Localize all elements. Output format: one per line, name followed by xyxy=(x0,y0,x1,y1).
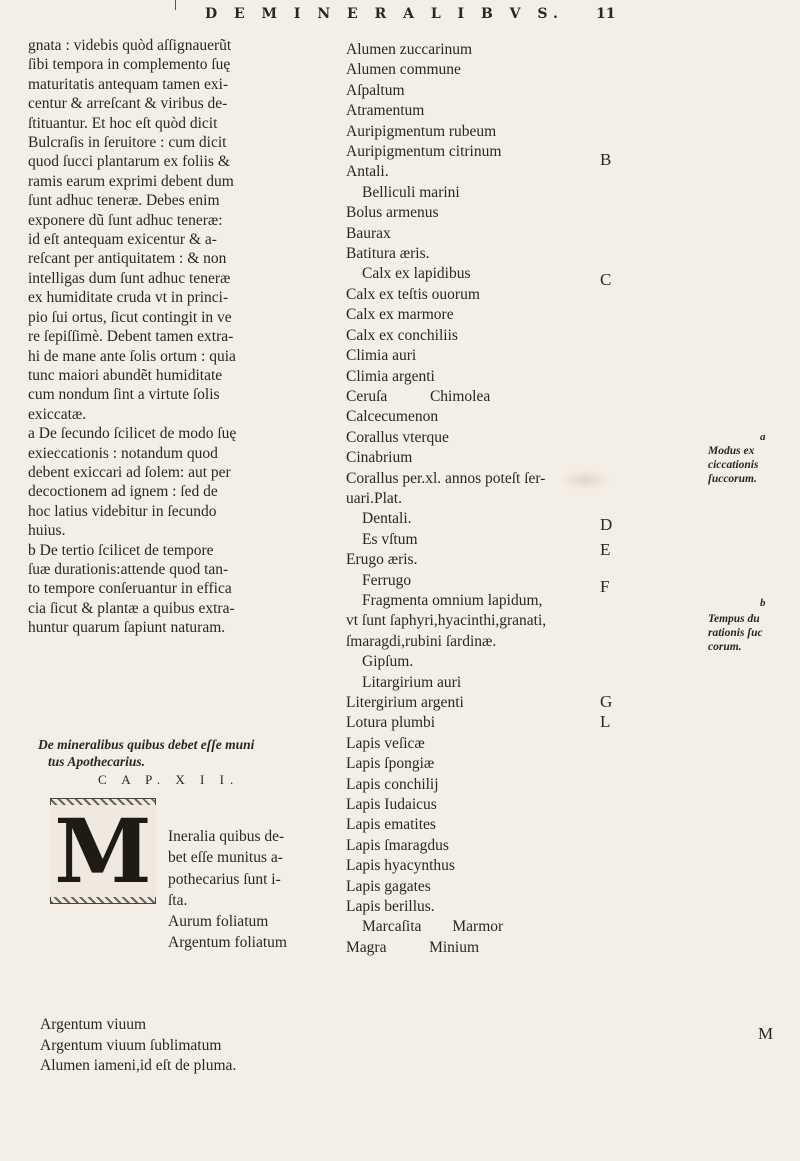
left-text-line: exponere dũ ſunt adhuc teneræ: xyxy=(28,211,223,229)
page-corner-mark xyxy=(175,0,184,10)
left-text-line: huius. xyxy=(28,522,66,540)
mineral-list-item: uari.Plat. xyxy=(346,489,402,507)
initial-paragraph xyxy=(168,826,334,954)
mineral-list-item: Lapis veſicæ xyxy=(346,734,425,752)
mineral-list-item: Calx ex marmore xyxy=(346,306,454,324)
initial-text-line: Aurum foliatum xyxy=(168,913,269,931)
left-text-line: exiccatæ. xyxy=(28,405,87,423)
margin-note-a: Modus ex ciccationis ſuccorum. xyxy=(708,445,759,485)
initial-text-line: bet eſſe munitus a- xyxy=(168,849,283,867)
mineral-list-item: Atramentum xyxy=(346,102,425,120)
left-text-line: Bulcraſis in ſeruitore : cum dicit xyxy=(28,134,227,152)
left-text-line: decoctionem ad ignem : ſed de xyxy=(28,483,218,501)
mineral-list-item: Cinabrium xyxy=(346,449,413,467)
left-text-line: intelligas dum ſunt adhuc teneræ xyxy=(28,269,231,287)
mineral-list-item: Calx ex lapidibus xyxy=(362,265,471,283)
left-text-line: a De ſecundo ſcilicet de modo ſuę xyxy=(28,425,237,443)
mineral-list-item: Lapis Iudaicus xyxy=(346,796,437,814)
mineral-list-item: Marcaſita Marmor xyxy=(362,918,504,936)
chapter-heading xyxy=(38,736,328,770)
left-column-text xyxy=(28,36,332,638)
mineral-list-item: Litergirium argenti xyxy=(346,694,464,711)
left-text-line: centur & arreſcant & viribus de- xyxy=(28,95,228,113)
paper-stain xyxy=(560,470,610,490)
margin-note-b-key: b xyxy=(760,597,766,609)
left-text-line: id eſt antequam exicentur & a- xyxy=(28,231,217,249)
left-text-line: hoc latius videbitur in ſecundo xyxy=(28,502,217,520)
left-text-line: ſuæ durationis:attende quod tan- xyxy=(28,560,229,578)
mineral-list-item: Lapis gagates xyxy=(346,877,431,895)
mineral-list-item: Calx ex conchiliis xyxy=(346,326,458,344)
left-text-line: to tempore conſeruantur in effica xyxy=(28,580,232,598)
left-text-line: huntur quarum ſapiunt naturam. xyxy=(28,619,226,637)
left-text-line: ſunt adhuc teneræ. Debes enim xyxy=(28,192,220,210)
chapter-heading-line-2: tus Apothecarius. xyxy=(48,754,146,769)
left-text-line: ramis earum exprimi debent dum xyxy=(28,172,234,190)
margin-letter-m: M xyxy=(758,1024,774,1043)
margin-letter-g: G xyxy=(600,692,613,711)
mineral-list-item: Auripigmentum citrinum xyxy=(346,143,502,161)
margin-note-b: Tempus du rationis ſuc corum. xyxy=(708,613,763,653)
left-text-line: cum nondum ſint a virtute ſolis xyxy=(28,386,220,404)
left-text-line: gnata : videbis quòd aſſignauerũt xyxy=(28,37,232,54)
left-text-line: re ſepiſſimè. Debent tamen extra- xyxy=(28,328,234,346)
mineral-list-item: Calx ex teſtis ouorum xyxy=(346,285,480,303)
mineral-list-item: Lotura plumbi xyxy=(346,714,436,732)
left-text-line: maturitatis antequam tamen exi- xyxy=(28,75,229,93)
left-text-line: cia ſicut & plantæ a quibus extra- xyxy=(28,599,235,617)
mineral-list-item: Bolus armenus xyxy=(346,204,439,222)
mineral-list-item: ſmaragdi,rubini ſardinæ. xyxy=(346,632,497,650)
left-text-line: debent exiccari ad ſolem: aut per xyxy=(28,463,231,481)
margin-letter-e: E xyxy=(600,540,611,559)
mineral-list-item: Lapis hyacynthus xyxy=(346,857,455,875)
margin-note-a-key: a xyxy=(760,431,766,443)
mineral-list-item: Corallus per.xl. annos poteſt ſer- xyxy=(346,469,546,487)
mineral-list-item: Fragmenta omnium lapidum, xyxy=(362,591,543,609)
mineral-list-item: vt ſunt ſaphyri,hyacinthi,granati, xyxy=(346,612,547,630)
mineral-list-item: Gipſum. xyxy=(362,653,414,671)
margin-letter-c: C xyxy=(600,270,612,289)
mineral-list-item: Ceruſa Chimolea xyxy=(346,387,491,405)
mineral-list-item: Calcecumenon xyxy=(346,408,439,426)
margin-letter-l: L xyxy=(600,712,611,731)
folio-number: 11 xyxy=(596,6,616,22)
left-text-line: quod ſucci plantarum ex foliis & xyxy=(28,153,230,171)
initial-text-line: Argentum foliatum xyxy=(168,934,287,952)
bottom-left-line: Argentum viuum ſublimatum xyxy=(40,1036,222,1054)
mineral-list-item: Lapis berillus. xyxy=(346,898,435,916)
mineral-list-item: Aſpaltum xyxy=(346,81,405,99)
left-text-line: reſcant per antiquitatem : & non xyxy=(28,250,227,268)
mineral-list-item: Lapis ſmaragdus xyxy=(346,836,449,854)
margin-letter-d: D xyxy=(600,515,613,534)
initial-text-line: pothecarius ſunt i- xyxy=(168,870,281,888)
left-text-line: pio ſui ortus, ſicut contingit in ve xyxy=(28,308,232,326)
mineral-list-item: Belliculi marini xyxy=(362,183,460,201)
mineral-list-item: Alumen commune xyxy=(346,61,461,79)
mineral-list-item: Batitura æris. xyxy=(346,245,430,263)
margin-letter-f: F xyxy=(600,577,610,596)
mineral-list-item: Climia auri xyxy=(346,347,417,365)
right-column-list xyxy=(346,40,696,958)
mineral-list-item: Lapis ematites xyxy=(346,816,436,834)
mineral-list-item: Corallus vterque xyxy=(346,428,449,446)
left-text-line: ex humiditate cruda vt in princi- xyxy=(28,289,229,307)
mineral-list-item: Dentali. xyxy=(362,510,412,528)
mineral-list-item: Lapis conchilij xyxy=(346,775,439,793)
mineral-list-item: Auripigmentum rubeum xyxy=(346,122,497,140)
left-text-line: b De tertio ſcilicet de tempore xyxy=(28,541,214,559)
mineral-list-item: Climia argenti xyxy=(346,367,435,385)
mineral-list-item: Alumen zuccarinum xyxy=(346,41,473,58)
initial-text-line: Ineralia quibus de- xyxy=(168,828,285,845)
left-text-line: exieccationis : notandum quod xyxy=(28,444,218,462)
mineral-list-item: Lapis ſpongiæ xyxy=(346,755,435,773)
mineral-list-item: Erugo æris. xyxy=(346,551,418,569)
initial-text-line: ſta. xyxy=(168,891,188,909)
left-text-line: ſtituantur. Et hoc eſt quòd dicit xyxy=(28,114,218,132)
mineral-list-item: Magra Minium xyxy=(346,938,480,956)
left-text-line: ſibi tempora in complemento ſuę xyxy=(28,56,231,74)
decorated-initial xyxy=(50,798,156,904)
bottom-left-list xyxy=(40,1015,340,1077)
bottom-left-line: Alumen iameni,id eſt de pluma. xyxy=(40,1057,237,1074)
mineral-list-item: Baurax xyxy=(346,224,391,242)
initial-letter: M xyxy=(50,805,155,897)
chapter-heading-line-1: De mineralibus quibus debet eſſe muni xyxy=(38,737,255,752)
left-text-line: hi de mane ante ſolis ortum : quia xyxy=(28,347,236,365)
chapter-number: C A P. X I I. xyxy=(98,772,240,787)
mineral-list-item: Antali. xyxy=(346,163,389,181)
running-head: D E M I N E R A L I B V S. xyxy=(205,6,564,22)
margin-letter-b: B xyxy=(600,150,612,169)
left-text-line: tunc maiori abundẽt humiditate xyxy=(28,366,223,384)
mineral-list-item: Litargirium auri xyxy=(362,673,462,691)
mineral-list-item: Es vſtum xyxy=(362,530,418,548)
mineral-list-item: Ferrugo xyxy=(362,571,412,589)
bottom-left-line: Argentum viuum xyxy=(40,1016,147,1033)
